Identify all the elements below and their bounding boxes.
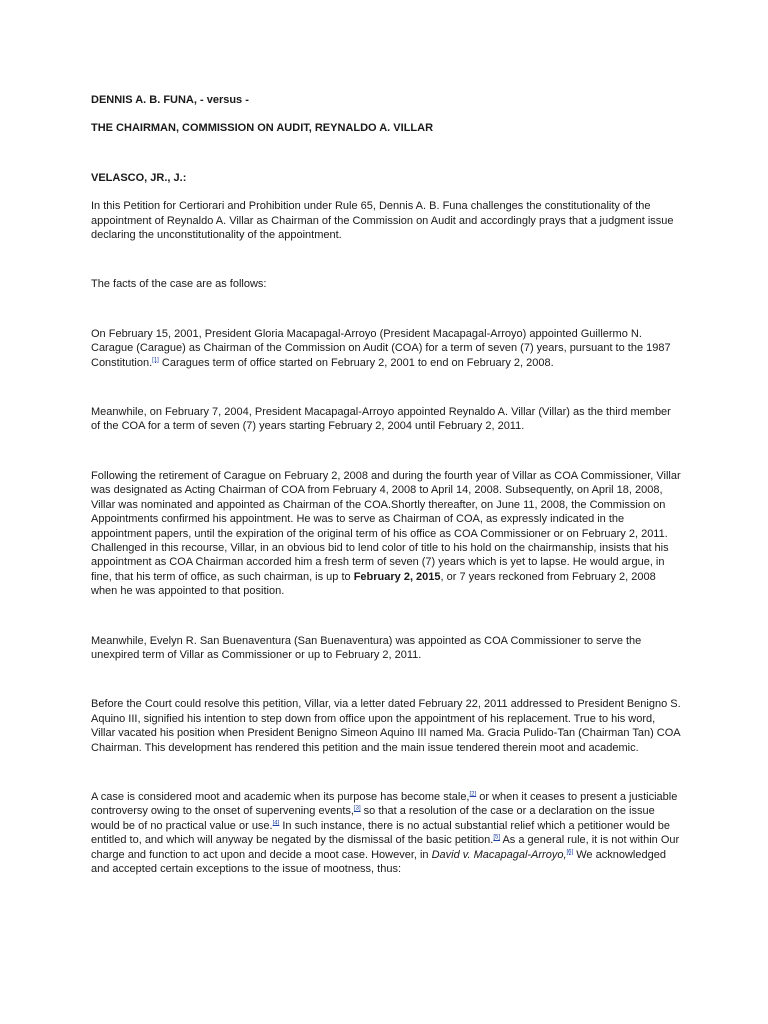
- paragraph-villar-chairman: [91, 469, 681, 599]
- footnote-link-4[interactable]: [4]: [272, 820, 280, 827]
- document-body: [91, 93, 681, 876]
- paragraph-villar-appointment: Meanwhile, on February 7, 2004, President Macapagal-Arroyo appointed Reynaldo A. Villar (Villar) as the third member of the COA for a term of seven (7) years starting February 2, 2004 until February 2, 2011.: [91, 406, 671, 433]
- footnote-link-2[interactable]: [2]: [469, 791, 477, 798]
- text-segment: so that a resolution of the case or a declaration on the issue would be of no practical value or use.: [91, 805, 655, 832]
- text-segment: On February 15, 2001, President Gloria Macapagal-Arroyo (President Macapagal-Arroyo) appointed Guillermo N. Carague (Carague) as Chairman of the Commission on Audit (COA) for a term of seven (7) years, pursuant to the 1987 Constitution.: [91, 327, 671, 369]
- paragraph-mootness: [91, 790, 681, 876]
- case-respondent: THE CHAIRMAN, COMMISSION ON AUDIT, REYNALDO A. VILLAR: [91, 122, 434, 135]
- paragraph-carague: [91, 327, 681, 370]
- ponente: VELASCO, JR., J.:: [91, 171, 187, 184]
- text-segment: We acknowledged and accepted certain exceptions to the issue of mootness, thus:: [91, 848, 666, 875]
- footnote-link-3[interactable]: [3]: [353, 805, 361, 812]
- footnote-link-6[interactable]: [6]: [566, 848, 574, 855]
- paragraph-resignation: Before the Court could resolve this petition, Villar, via a letter dated February 22, 2011 addressed to President Benigno S. Aquino III, signified his intention to step down from office upon the appointment of his replacement. True to his word, Villar vacated his position when President Benigno Simeon Aquino III named Ma. Gracia Pulido-Tan (Chairman Tan) COA Chairman. This development has rendered this petition and the main issue tendered therein moot and academic.: [91, 698, 681, 754]
- paragraph-san-buenaventura: Meanwhile, Evelyn R. San Buenaventura (San Buenaventura) was appointed as COA Commissioner to serve the unexpired term of Villar as Commissioner or up to February 2, 2011.: [91, 634, 642, 661]
- text-segment: Caragues term of office started on February 2, 2001 to end on February 2, 2008.: [158, 356, 554, 369]
- paragraph-facts-intro: The facts of the case are as follows:: [91, 278, 267, 291]
- text-segment: In such instance, there is no actual substantial relief which a petitioner would be entitled to, and which will anyway be negated by the dismissal of the basic petition.: [91, 819, 671, 847]
- text-segment: A case is considered moot and academic when its purpose has become stale,: [91, 790, 470, 803]
- text-segment: Following the retirement of Carague on February 2, 2008 and during the fourth year of Villar as COA Commissioner, Villar was designated as Acting Chairman of COA from February 4, 2008 to April 14, 2008. Subsequently, on April 18, 2008, Villar was nominated and appointed as Chairman of the COA.Shortly thereafter, on June 11, 2008, the Commission on Appointments confirmed his appointment. He was to serve as Chairman of COA, as expressly indicated in the appointment papers, until the expiration of the original term of his office as COA Commissioner or on February 2, 2011. Challenged in this recourse, Villar, in an obvious bid to lend color of title to his hold on the chairmanship, insists that his appointment as COA Chairman accorded him a fresh term of seven (7) years which is yet to lapse. He would argue, in fine, that his term of office, as such chairman, is up to: [91, 469, 681, 583]
- text-segment: As a general rule, it is not within Our charge and function to act upon and decide a moot case. However, in: [91, 834, 680, 861]
- footnote-link-5[interactable]: [5]: [493, 834, 501, 841]
- paragraph-petition: In this Petition for Certiorari and Prohibition under Rule 65, Dennis A. B. Funa challenges the constitutionality of the appointment of Reynaldo A. Villar as Chairman of the Commission on Audit and accordingly prays that a judgment issue declaring the unconstitutionality of the appointment.: [91, 200, 674, 242]
- bold-date: February 2, 2015: [353, 570, 441, 583]
- text-segment: , or 7 years reckoned from February 2, 2008 when he was appointed to that position.: [91, 570, 656, 598]
- case-parties: DENNIS A. B. FUNA, - versus -: [91, 94, 249, 106]
- text-segment: or when it ceases to present a justiciable controversy owing to the onset of supervening events,: [91, 790, 678, 818]
- case-citation: David v. Macapagal-Arroyo,: [431, 848, 567, 861]
- footnote-link-1[interactable]: [1]: [152, 357, 159, 363]
